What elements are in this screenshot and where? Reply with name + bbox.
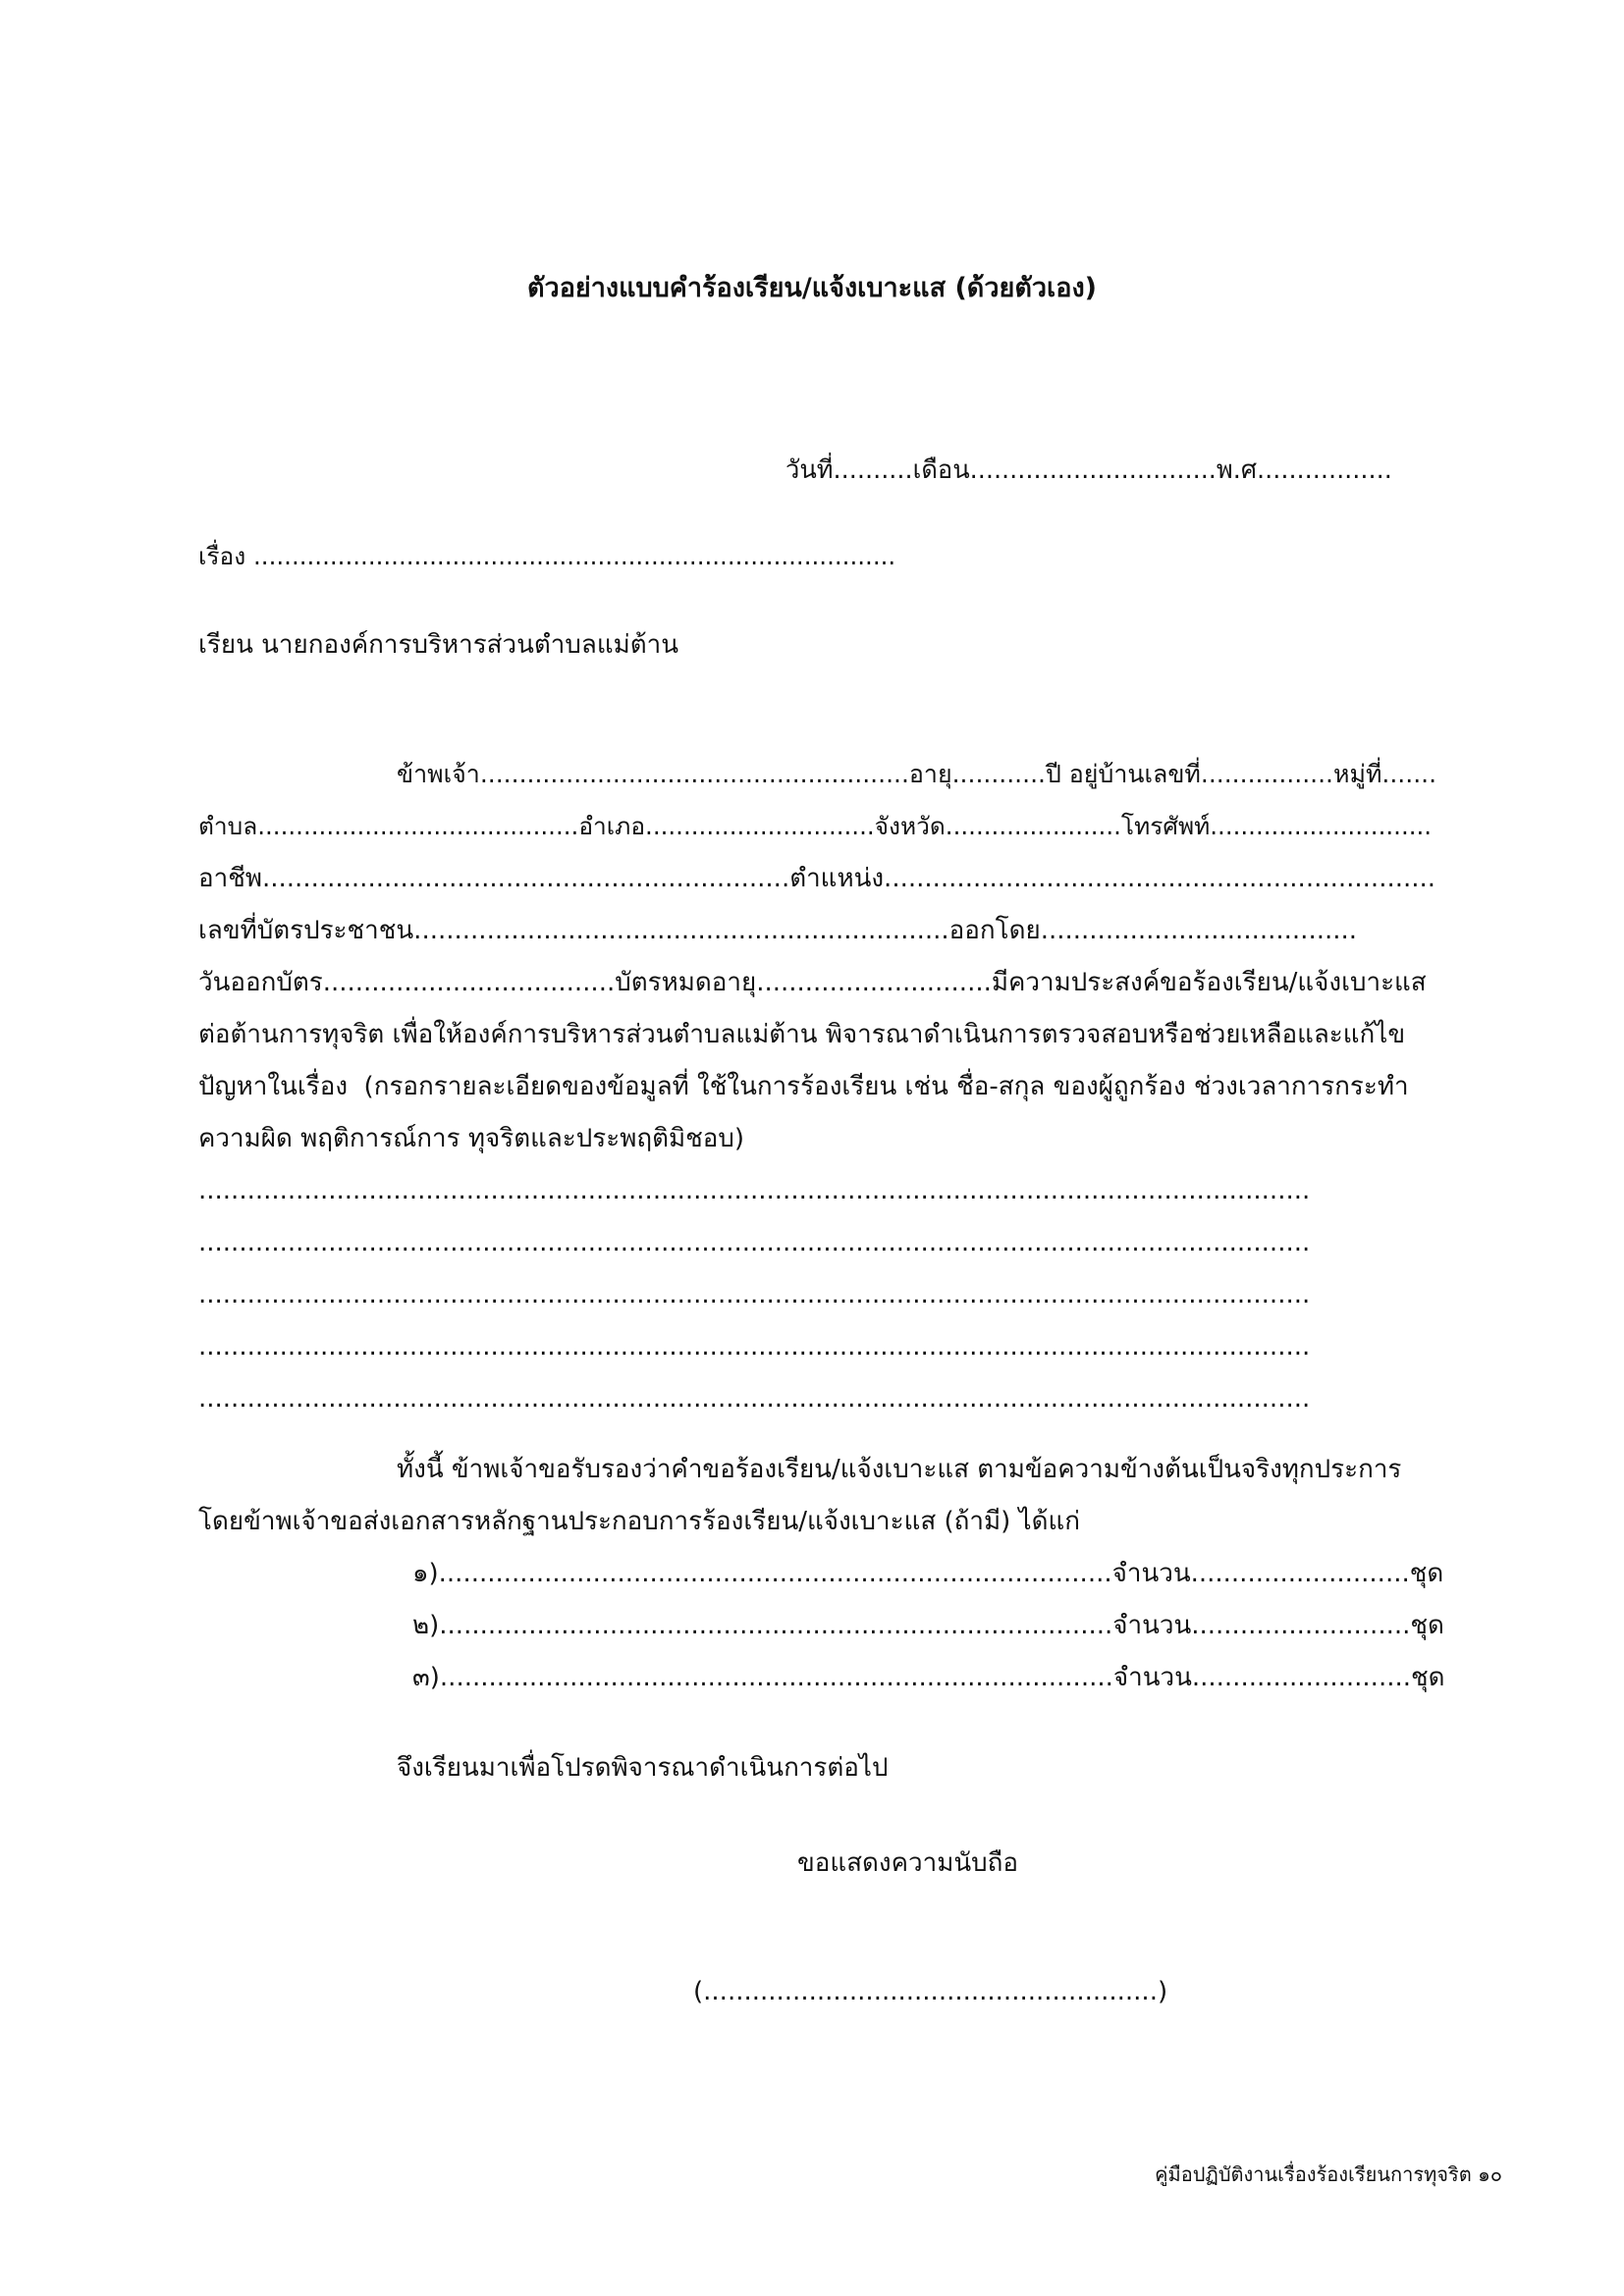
blank-line: ......................................................................................................................................... — [198, 1280, 1311, 1309]
regards-line: ขอแสดงความนับถือ — [797, 1848, 1018, 1878]
body-line: ปัญหาในเรื่อง (กรอกรายละเอียดของข้อมูลที่ ใช้ในการร้องเรียน เช่น ชื่อ-สกุล ของผู้ถูกร้อง ช่วงเวลาการกระทำ — [198, 1072, 1409, 1101]
body-line: ต่อต้านการทุจริต เพื่อให้องค์การบริหารส่วนตำบลแม่ต้าน พิจารณาดำเนินการตรวจสอบหรือช่วยเหลือและแก้ไข — [198, 1020, 1406, 1049]
date-line: วันที่..........เดือน...............................พ.ศ................. — [785, 455, 1392, 485]
addressee-line: เรียน นายกองค์การบริหารส่วนตำบลแม่ต้าน — [198, 630, 678, 660]
blank-line: ......................................................................................................................................... — [198, 1176, 1311, 1205]
body-line: เลขที่บัตรประชาชน..................................................................ออกโดย....................................... — [198, 916, 1358, 945]
attachment-item: ๓)...................................................................................จำนวน...........................ชุด — [412, 1663, 1445, 1692]
subject-line: เรื่อง .................................................................................... — [198, 542, 896, 570]
certification-line: โดยข้าพเจ้าขอส่งเอกสารหลักฐานประกอบการร้องเรียน/แจ้งเบาะแส (ถ้ามี) ได้แก่ — [198, 1507, 1081, 1536]
attachment-item: ๒)...................................................................................จำนวน...........................ชุด — [412, 1611, 1444, 1640]
blank-line: ......................................................................................................................................... — [198, 1228, 1311, 1257]
attachment-item: ๑)...................................................................................จำนวน...........................ชุด — [412, 1559, 1444, 1588]
body-line: วันออกบัตร....................................บัตรหมดอายุ.............................มีความประสงค์ขอร้องเรียน/แจ้งเบาะแส — [198, 968, 1427, 997]
body-line: อาชีพ.................................................................ตำแหน่ง.................................................................... — [198, 864, 1436, 893]
body-line: ข้าพเจ้า.......................................................อายุ............ปี อยู่บ้านเลขที่.................หมู่ที่....... — [397, 760, 1437, 788]
form-title: ตัวอย่างแบบคำร้องเรียน/แจ้งเบาะแส (ด้วยตัวเอง) — [527, 273, 1097, 303]
page-footer: คู่มือปฏิบัติงานเรื่องร้องเรียนการทุจริต ๑๐ — [1155, 2163, 1502, 2186]
body-line: ความผิด พฤติการณ์การ ทุจริตและประพฤติมิชอบ) — [198, 1124, 745, 1153]
body-line: ตำบล..........................................อำเภอ..............................จังหวัด.......................โทรศัพท์............................. — [198, 812, 1433, 840]
signature-line: (........................................................) — [693, 1977, 1168, 2006]
certification-line: ทั้งนี้ ข้าพเจ้าขอรับรองว่าคำขอร้องเรียน/แจ้งเบาะแส ตามข้อความข้างต้นเป็นจริงทุกประการ — [397, 1455, 1402, 1484]
blank-line: ......................................................................................................................................... — [198, 1384, 1311, 1414]
blank-line: ......................................................................................................................................... — [198, 1332, 1311, 1362]
closing-line: จึงเรียนมาเพื่อโปรดพิจารณาดำเนินการต่อไป — [397, 1753, 889, 1783]
